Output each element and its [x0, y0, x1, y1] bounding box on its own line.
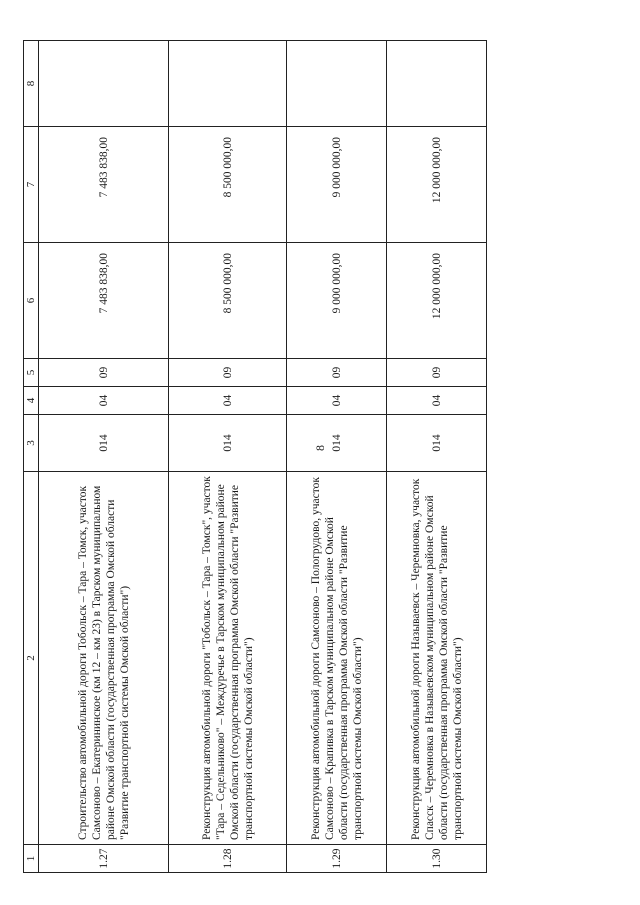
section-cell: 04 [287, 387, 387, 415]
subsection-cell: 09 [39, 359, 169, 387]
amount-cell [169, 41, 287, 127]
amount-cell: 7 483 838,00 [39, 127, 169, 243]
amount-cell: 9 000 000,00 [287, 127, 387, 243]
table-row [287, 41, 387, 873]
amount-cell: 8 500 000,00 [169, 243, 287, 359]
code-cell: 014 [387, 415, 487, 472]
row-description: Строительство автомобильной дороги Тобольск – Тара – Томск, участок Самсоново – Екатерининское (км 12 – км 23) в Тарском муниципальном районе Омской области (государственная программа Омской области "Развитие транспортной системы Омской области") [39, 472, 169, 845]
code-cell: 014 [39, 415, 169, 472]
code-cell: 014 [169, 415, 287, 472]
section-cell: 04 [387, 387, 487, 415]
code-cell: 014 [287, 415, 387, 472]
table-row [39, 41, 169, 873]
header-cell: 3 [24, 415, 39, 472]
row-number: 1.29 [287, 845, 387, 873]
header-cell: 6 [24, 243, 39, 359]
table-row [169, 41, 287, 873]
row-number: 1.28 [169, 845, 287, 873]
row-number: 1.30 [387, 845, 487, 873]
section-cell: 04 [39, 387, 169, 415]
row-number: 1.27 [39, 845, 169, 873]
header-cell: 2 [24, 472, 39, 845]
section-cell: 04 [169, 387, 287, 415]
table-row [387, 41, 487, 873]
amount-cell [387, 41, 487, 127]
subsection-cell: 09 [169, 359, 287, 387]
amount-cell: 7 483 838,00 [39, 243, 169, 359]
amount-cell: 9 000 000,00 [287, 243, 387, 359]
row-description: Реконструкция автомобильной дороги "Тобольск – Тара – Томск", участок "Тара – Седельниково" – Междуречье в Тарском муниципальном районе Омской области (государственная программа Омской области "Развитие транспортной системы Омской области") [169, 472, 287, 845]
amount-cell: 12 000 000,00 [387, 127, 487, 243]
amount-cell: 12 000 000,00 [387, 243, 487, 359]
budget-table [23, 40, 487, 873]
amount-cell [287, 41, 387, 127]
page-number: 8 [312, 445, 327, 451]
header-cell: 5 [24, 359, 39, 387]
row-description: Реконструкция автомобильной дороги Самсоново – Пологрудово, участок Самсоново – Крапивка в Тарском муниципальном районе Омской области (государственная программа Омской области "Развитие транспортной системы Омской области") [287, 472, 387, 845]
subsection-cell: 09 [287, 359, 387, 387]
header-cell: 7 [24, 127, 39, 243]
amount-cell: 8 500 000,00 [169, 127, 287, 243]
subsection-cell: 09 [387, 359, 487, 387]
header-row [24, 41, 39, 873]
header-cell: 8 [24, 41, 39, 127]
rotated-table-container [23, 0, 640, 873]
header-cell: 1 [24, 845, 39, 873]
amount-cell [39, 41, 169, 127]
header-cell: 4 [24, 387, 39, 415]
row-description: Реконструкция автомобильной дороги Называевск – Черемновка, участок Спасск – Черемновка в Называевском муниципальном районе Омской области (государственная программа Омской области "Развитие транспортной системы Омской области") [387, 472, 487, 845]
